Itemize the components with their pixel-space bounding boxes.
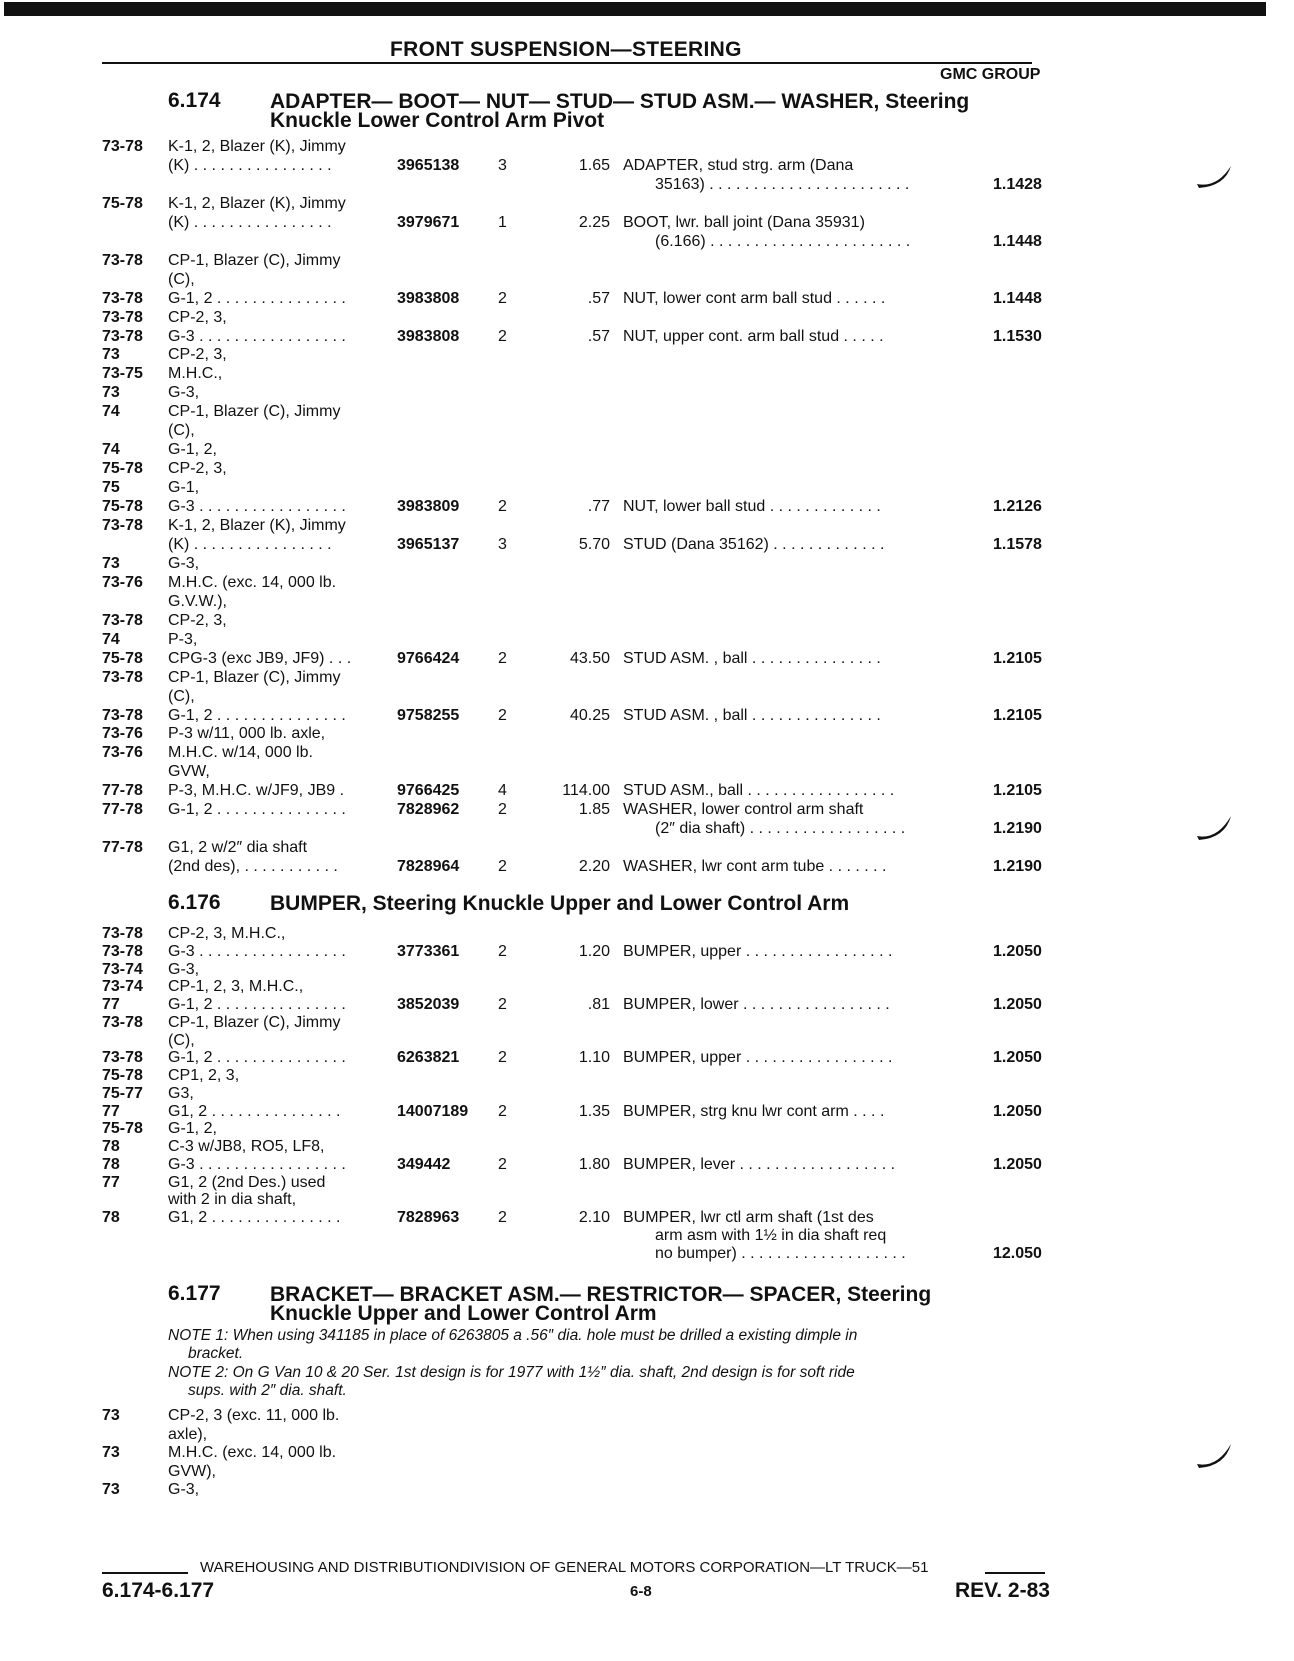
cell-desc: STUD ASM. , ball . . . . . . . . . . . . . . . bbox=[623, 649, 881, 667]
cell-price: 1.80 bbox=[578, 1155, 610, 1173]
cell-y: 73-76 bbox=[102, 744, 143, 762]
cell-m: (K) . . . . . . . . . . . . . . . . bbox=[168, 535, 332, 553]
cell-y: 77-78 bbox=[102, 839, 143, 857]
cell-m: CP-1, Blazer (C), Jimmy bbox=[168, 668, 341, 686]
cell-y: 78 bbox=[102, 1209, 120, 1226]
cell-grp: 1.2050 bbox=[993, 1102, 1042, 1120]
cell-price: 43.50 bbox=[569, 649, 610, 667]
cell-price: 1.85 bbox=[578, 801, 610, 819]
cell-grp: 1.2105 bbox=[993, 706, 1042, 724]
cell-m: G-3 . . . . . . . . . . . . . . . . . bbox=[168, 327, 346, 345]
cell-price: .77 bbox=[587, 498, 610, 516]
page-title: FRONT SUSPENSION—STEERING bbox=[390, 38, 742, 61]
cell-y: 77-78 bbox=[102, 782, 143, 800]
cell-desc: WASHER, lwr cont arm tube . . . . . . . bbox=[623, 858, 887, 876]
cell-grp: 1.2050 bbox=[993, 1049, 1042, 1067]
cell-desc: BUMPER, strg knu lwr cont arm . . . . bbox=[623, 1102, 885, 1120]
cell-grp: 1.2105 bbox=[993, 782, 1042, 800]
cell-part: 9758255 bbox=[397, 706, 460, 724]
cell-price: .57 bbox=[587, 289, 610, 307]
cell-qty: 2 bbox=[498, 1049, 507, 1067]
footer-section-range: 6.174-6.177 bbox=[102, 1579, 215, 1602]
cell-qty: 2 bbox=[498, 706, 507, 724]
cell-y: 73-78 bbox=[102, 1013, 143, 1031]
cell-grp: 1.2050 bbox=[993, 1155, 1042, 1173]
cell-y: 73-78 bbox=[102, 138, 143, 155]
cell-y: 73-76 bbox=[102, 725, 143, 743]
cell-grp: 1.2105 bbox=[993, 649, 1042, 667]
cell-y: 75-78 bbox=[102, 460, 143, 478]
section-number: 6.177 bbox=[168, 1282, 221, 1305]
cell-part: 7828962 bbox=[397, 801, 460, 819]
cell-grp: 1.1578 bbox=[993, 535, 1042, 553]
cell-m: G-3, bbox=[168, 554, 200, 572]
cell-qty: 2 bbox=[498, 1209, 507, 1226]
cell-grp: 1.1530 bbox=[993, 327, 1042, 345]
cell-desc: BUMPER, upper . . . . . . . . . . . . . . . . . bbox=[623, 1049, 893, 1067]
cell-y: 73-78 bbox=[102, 251, 143, 269]
cell-m: K-1, 2, Blazer (K), Jimmy bbox=[168, 194, 346, 212]
cell-m: CP-2, 3, bbox=[168, 460, 227, 478]
cell-desc: BUMPER, lever . . . . . . . . . . . . . . . . . . bbox=[623, 1155, 896, 1173]
cell-m: P-3 w/11, 000 lb. axle, bbox=[168, 725, 326, 743]
section-title: BRACKET— BRACKET ASM.— RESTRICTOR— SPACER, Steering Knuckle Upper and Lower Control Arm bbox=[270, 1283, 932, 1325]
cell-desc: ADAPTER, stud strg. arm (Dana bbox=[623, 156, 854, 174]
cell-m: (C), bbox=[168, 422, 195, 440]
cell-part: 349442 bbox=[397, 1155, 451, 1173]
cell-part: 3979671 bbox=[397, 213, 460, 231]
cell-qty: 3 bbox=[498, 535, 507, 553]
cell-m: G-1, 2 . . . . . . . . . . . . . . . bbox=[168, 706, 346, 724]
cell-y: 75 bbox=[102, 479, 120, 497]
cell-y: 73-74 bbox=[102, 960, 143, 978]
cell-part: 3852039 bbox=[397, 996, 460, 1013]
cell-y: 77-78 bbox=[102, 801, 143, 819]
cell-m: M.H.C., bbox=[168, 365, 223, 383]
cell-qty: 2 bbox=[498, 1155, 507, 1173]
scan-top-edge bbox=[4, 2, 1266, 16]
cell-part: 14007189 bbox=[397, 1102, 469, 1120]
cell-part: 3983808 bbox=[397, 327, 460, 345]
section-number: 6.174 bbox=[168, 89, 221, 112]
cell-m: G1, 2 (2nd Des.) used bbox=[168, 1173, 326, 1191]
cell-part: 3983808 bbox=[397, 289, 460, 307]
cell-price: 2.10 bbox=[578, 1209, 610, 1226]
note-2: NOTE 2: On G Van 10 & 20 Ser. 1st design is for 1977 with 1½″ dia. shaft, 2nd design is for soft ride sups. with 2″ dia. shaft. bbox=[168, 1364, 855, 1399]
cell-y: 73 bbox=[102, 384, 120, 402]
cell-m: G-3, bbox=[168, 960, 200, 978]
cell-y: 73-74 bbox=[102, 978, 143, 996]
cell-y: 75-78 bbox=[102, 649, 143, 667]
cell-y: 73 bbox=[102, 346, 120, 364]
cell-m: CP-1, Blazer (C), Jimmy bbox=[168, 251, 341, 269]
cell-m: K-1, 2, Blazer (K), Jimmy bbox=[168, 517, 346, 534]
footer-rule-right bbox=[985, 1572, 1045, 1574]
cell-y: 75-78 bbox=[102, 1120, 143, 1138]
cell-grp: 1.2050 bbox=[993, 942, 1042, 960]
cell-y: 73-75 bbox=[102, 365, 143, 383]
cell-y: 77 bbox=[102, 1102, 120, 1120]
footer-page-number: 6-8 bbox=[630, 1583, 652, 1600]
cell-m: (K) . . . . . . . . . . . . . . . . bbox=[168, 156, 332, 174]
cell-m: G-1, 2 . . . . . . . . . . . . . . . bbox=[168, 1049, 346, 1067]
cell-y: 73-78 bbox=[102, 706, 143, 724]
cell-price: .57 bbox=[587, 327, 610, 345]
cell-grp: 1.2126 bbox=[993, 498, 1042, 516]
cell-m: G1, 2 . . . . . . . . . . . . . . . bbox=[168, 1102, 341, 1120]
footer-publisher: WAREHOUSING AND DISTRIBUTIONDIVISION OF GENERAL MOTORS CORPORATION—LT TRUCK—51 bbox=[200, 1559, 929, 1576]
cell-qty: 2 bbox=[498, 289, 507, 307]
cell-m: GVW), bbox=[168, 1462, 216, 1480]
cell-m: with 2 in dia shaft, bbox=[168, 1191, 297, 1209]
cell-m: CP-2, 3, M.H.C., bbox=[168, 925, 286, 942]
cell-price: 5.70 bbox=[578, 535, 610, 553]
cell-y: 75-78 bbox=[102, 194, 143, 212]
cell-dcont: no bumper) . . . . . . . . . . . . . . . . . . . bbox=[655, 1244, 906, 1262]
cell-m: CP1, 2, 3, bbox=[168, 1067, 240, 1084]
cell-qty: 3 bbox=[498, 156, 507, 174]
cell-part: 3983809 bbox=[397, 498, 460, 516]
footer-revision: REV. 2-83 bbox=[955, 1579, 1050, 1602]
cell-m: G-3, bbox=[168, 384, 200, 402]
cell-m: G3, bbox=[168, 1084, 194, 1102]
cell-qty: 2 bbox=[498, 327, 507, 345]
cell-m: M.H.C. (exc. 14, 000 lb. bbox=[168, 573, 337, 591]
binder-mark-icon bbox=[1195, 162, 1235, 192]
cell-y: 73-78 bbox=[102, 308, 143, 326]
footer-rule-left bbox=[102, 1572, 188, 1574]
cell-desc: NUT, upper cont. arm ball stud . . . . . bbox=[623, 327, 884, 345]
binder-mark-icon bbox=[1195, 812, 1235, 846]
cell-dcont: (6.166) . . . . . . . . . . . . . . . . . . . . . . . bbox=[655, 232, 911, 250]
cell-y: 75-78 bbox=[102, 498, 143, 516]
cell-price: 2.20 bbox=[578, 858, 610, 876]
cell-desc: BUMPER, lower . . . . . . . . . . . . . . . . . bbox=[623, 996, 890, 1013]
cell-y: 73-76 bbox=[102, 573, 143, 591]
cell-y: 73 bbox=[102, 1407, 120, 1424]
cell-m: CP-2, 3, bbox=[168, 611, 227, 629]
cell-y: 73 bbox=[102, 554, 120, 572]
cell-m: G-1, 2, bbox=[168, 1120, 217, 1138]
cell-y: 73-78 bbox=[102, 517, 143, 534]
cell-price: 2.25 bbox=[578, 213, 610, 231]
cell-m: P-3, bbox=[168, 630, 198, 648]
cell-m: CP-1, 2, 3, M.H.C., bbox=[168, 978, 304, 996]
cell-qty: 4 bbox=[498, 782, 507, 800]
cell-dcont: arm asm with 1½ in dia shaft req bbox=[655, 1226, 887, 1244]
cell-price: 40.25 bbox=[569, 706, 610, 724]
cell-desc: BUMPER, upper . . . . . . . . . . . . . . . . . bbox=[623, 942, 893, 960]
cell-dcont: 35163) . . . . . . . . . . . . . . . . . . . . . . . bbox=[655, 175, 910, 193]
cell-y: 73-78 bbox=[102, 668, 143, 686]
cell-desc: STUD ASM., ball . . . . . . . . . . . . . . . . . bbox=[623, 782, 895, 800]
cell-qty: 2 bbox=[498, 498, 507, 516]
cell-qty: 2 bbox=[498, 858, 507, 876]
cell-desc: STUD (Dana 35162) . . . . . . . . . . . . . bbox=[623, 535, 885, 553]
cell-m: G1, 2 w/2″ dia shaft bbox=[168, 839, 308, 857]
cell-y: 75-77 bbox=[102, 1084, 143, 1102]
cell-m: CP-2, 3 (exc. 11, 000 lb. bbox=[168, 1407, 340, 1424]
cell-m: G-1, bbox=[168, 479, 200, 497]
cell-y: 73-78 bbox=[102, 1049, 143, 1067]
cell-part: 9766424 bbox=[397, 649, 460, 667]
cell-m: G1, 2 . . . . . . . . . . . . . . . bbox=[168, 1209, 341, 1226]
cell-part: 3965137 bbox=[397, 535, 460, 553]
cell-grp: 1.1428 bbox=[993, 175, 1042, 193]
cell-m: (C), bbox=[168, 687, 195, 705]
cell-m: CP-2, 3, bbox=[168, 308, 227, 326]
cell-part: 9766425 bbox=[397, 782, 460, 800]
cell-y: 73 bbox=[102, 1444, 120, 1461]
cell-part: 7828963 bbox=[397, 1209, 460, 1226]
cell-m: (2nd des), . . . . . . . . . . . bbox=[168, 858, 338, 876]
cell-m: G-3 . . . . . . . . . . . . . . . . . bbox=[168, 942, 346, 960]
cell-price: 1.20 bbox=[578, 942, 610, 960]
cell-part: 6263821 bbox=[397, 1049, 460, 1067]
cell-qty: 2 bbox=[498, 1102, 507, 1120]
cell-qty: 2 bbox=[498, 801, 507, 819]
cell-m: C-3 w/JB8, RO5, LF8, bbox=[168, 1138, 325, 1155]
cell-y: 74 bbox=[102, 441, 120, 459]
cell-m: G-3, bbox=[168, 1481, 200, 1498]
cell-y: 78 bbox=[102, 1155, 120, 1173]
cell-m: P-3, M.H.C. w/JF9, JB9 . bbox=[168, 782, 345, 800]
header-rule bbox=[102, 62, 1032, 64]
cell-qty: 2 bbox=[498, 996, 507, 1013]
cell-m: CPG-3 (exc JB9, JF9) . . . bbox=[168, 649, 352, 667]
cell-m: M.H.C. (exc. 14, 000 lb. bbox=[168, 1444, 337, 1461]
binder-mark-icon bbox=[1195, 1440, 1235, 1474]
cell-m: M.H.C. w/14, 000 lb. bbox=[168, 744, 313, 762]
cell-grp: 12.050 bbox=[993, 1244, 1042, 1262]
cell-grp: 1.1448 bbox=[993, 289, 1042, 307]
section-title: BUMPER, Steering Knuckle Upper and Lower Control Arm bbox=[270, 892, 850, 915]
cell-y: 77 bbox=[102, 996, 120, 1013]
cell-desc: NUT, lower ball stud . . . . . . . . . . . . . bbox=[623, 498, 881, 516]
cell-desc: BUMPER, lwr ctl arm shaft (1st des bbox=[623, 1209, 874, 1226]
cell-part: 3965138 bbox=[397, 156, 460, 174]
cell-m: CP-1, Blazer (C), Jimmy bbox=[168, 403, 341, 421]
cell-part: 7828964 bbox=[397, 858, 460, 876]
cell-qty: 2 bbox=[498, 942, 507, 960]
cell-part: 3773361 bbox=[397, 942, 460, 960]
cell-m: CP-1, Blazer (C), Jimmy bbox=[168, 1013, 341, 1031]
cell-desc: STUD ASM. , ball . . . . . . . . . . . . . . . bbox=[623, 706, 881, 724]
cell-y: 73-78 bbox=[102, 289, 143, 307]
cell-qty: 2 bbox=[498, 649, 507, 667]
cell-m: G-3 . . . . . . . . . . . . . . . . . bbox=[168, 1155, 346, 1173]
cell-price: 1.35 bbox=[578, 1102, 610, 1120]
cell-m: K-1, 2, Blazer (K), Jimmy bbox=[168, 138, 346, 155]
note-1: NOTE 1: When using 341185 in place of 6263805 a .56″ dia. hole must be drilled a existing dimple in bracket. bbox=[168, 1327, 858, 1362]
cell-m: G-1, 2 . . . . . . . . . . . . . . . bbox=[168, 996, 346, 1013]
cell-m: G-1, 2 . . . . . . . . . . . . . . . bbox=[168, 801, 346, 819]
cell-m: (C), bbox=[168, 1031, 195, 1049]
cell-price: 1.10 bbox=[578, 1049, 610, 1067]
cell-m: G.V.W.), bbox=[168, 592, 227, 610]
cell-desc: WASHER, lower control arm shaft bbox=[623, 801, 864, 819]
cell-price: .81 bbox=[587, 996, 610, 1013]
section-number: 6.176 bbox=[168, 891, 221, 914]
section-title: ADAPTER— BOOT— NUT— STUD— STUD ASM.— WASHER, Steering Knuckle Lower Control Arm Pivot bbox=[270, 90, 970, 132]
cell-grp: 1.2190 bbox=[993, 858, 1042, 876]
cell-price: 1.65 bbox=[578, 156, 610, 174]
cell-desc: BOOT, lwr. ball joint (Dana 35931) bbox=[623, 213, 865, 231]
cell-desc: NUT, lower cont arm ball stud . . . . . . bbox=[623, 289, 886, 307]
cell-price: 114.00 bbox=[562, 782, 610, 800]
cell-m: (K) . . . . . . . . . . . . . . . . bbox=[168, 213, 332, 231]
cell-y: 73 bbox=[102, 1481, 120, 1498]
cell-y: 77 bbox=[102, 1173, 120, 1191]
cell-dcont: (2″ dia shaft) . . . . . . . . . . . . . . . . . . bbox=[655, 820, 906, 838]
cell-m: GVW, bbox=[168, 763, 210, 781]
group-label: GMC GROUP bbox=[940, 66, 1041, 83]
cell-m: G-1, 2 . . . . . . . . . . . . . . . bbox=[168, 289, 346, 307]
cell-m: axle), bbox=[168, 1425, 208, 1443]
cell-grp: 1.2190 bbox=[993, 820, 1042, 838]
cell-y: 73-78 bbox=[102, 327, 143, 345]
cell-y: 74 bbox=[102, 403, 120, 421]
cell-y: 73-78 bbox=[102, 611, 143, 629]
cell-y: 74 bbox=[102, 630, 120, 648]
cell-qty: 1 bbox=[498, 213, 507, 231]
cell-y: 75-78 bbox=[102, 1067, 143, 1084]
cell-grp: 1.1448 bbox=[993, 232, 1042, 250]
cell-grp: 1.2050 bbox=[993, 996, 1042, 1013]
cell-y: 73-78 bbox=[102, 942, 143, 960]
cell-m: (C), bbox=[168, 270, 195, 288]
cell-y: 73-78 bbox=[102, 925, 143, 942]
cell-m: CP-2, 3, bbox=[168, 346, 227, 364]
cell-m: G-3 . . . . . . . . . . . . . . . . . bbox=[168, 498, 346, 516]
cell-y: 78 bbox=[102, 1138, 120, 1155]
cell-m: G-1, 2, bbox=[168, 441, 217, 459]
